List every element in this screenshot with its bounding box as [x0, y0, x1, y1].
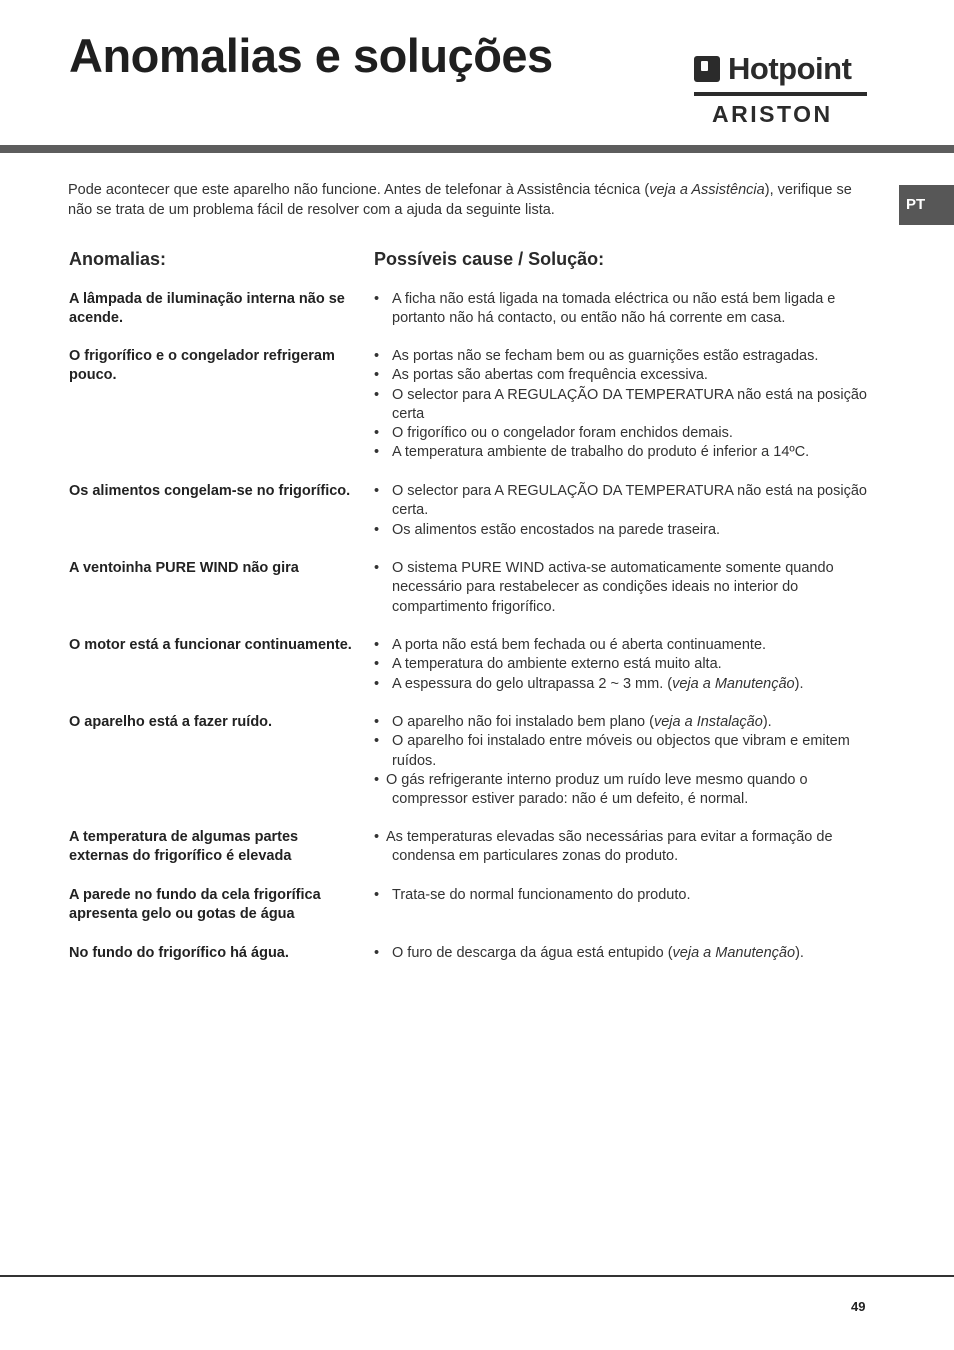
solution-list [374, 828, 874, 867]
solution-list [374, 290, 874, 329]
language-tab: PT [899, 185, 954, 225]
intro-paragraph: Pode acontecer que este aparelho não funcione. Antes de telefonar à Assistência técnica (veja a Assistência), verifique se não se trata de um problema fácil de resolver com a ajuda da seguinte lista. [68, 182, 852, 218]
page-number: 49 [851, 1299, 866, 1314]
solution-item: • O sistema PURE WIND activa-se automaticamente somente quando necessário para restabelecer as condições ideais no interior do compartimento frigorífico. [374, 559, 874, 617]
hotpoint-logo-icon [694, 56, 720, 82]
solution-item: • Os alimentos estão encostados na parede traseira. [374, 521, 874, 540]
anomaly-label: O frigorífico e o congelador refrigeram pouco. [69, 348, 335, 384]
solution-item: • As temperaturas elevadas são necessárias para evitar a formação de condensa em particulares zonas do produto. [374, 828, 874, 867]
solution-item: • A ficha não está ligada na tomada eléctrica ou não está bem ligada e portanto não há contacto, ou então não há corrente em casa. [374, 290, 874, 329]
solution-item: • A porta não está bem fechada ou é aberta continuamente. [374, 636, 874, 655]
solution-item: • O gás refrigerante interno produz um ruído leve mesmo quando o compressor estiver parado: não é um defeito, é normal. [374, 771, 874, 810]
solution-list [374, 713, 874, 809]
solution-item: • O frigorífico ou o congelador foram enchidos demais. [374, 424, 874, 443]
brand-logo [694, 52, 869, 128]
solution-item: • A temperatura do ambiente externo está muito alta. [374, 655, 874, 674]
solution-item: • As portas são abertas com frequência excessiva. [374, 366, 874, 385]
anomaly-label: A ventoinha PURE WIND não gira [69, 560, 299, 576]
header-band [0, 145, 954, 153]
solution-list [374, 636, 874, 694]
intro-reference: veja a Assistência [649, 182, 765, 198]
anomaly-label: A parede no fundo da cela frigorífica apresenta gelo ou gotas de água [69, 887, 321, 923]
solutions-heading: Possíveis cause / Solução: [374, 249, 605, 269]
solution-item: • As portas não se fecham bem ou as guarnições estão estragadas. [374, 347, 874, 366]
solution-list [374, 347, 874, 463]
solution-item: • O selector para A REGULAÇÃO DA TEMPERATURA não está na posição certa [374, 386, 874, 425]
solution-list [374, 944, 874, 963]
solution-item: • O aparelho foi instalado entre móveis ou objectos que vibram e emitem ruídos. [374, 732, 874, 771]
solution-list [374, 559, 874, 617]
logo-divider [694, 92, 867, 96]
footer-divider [0, 1275, 954, 1277]
logo-hotpoint-text: Hotpoint [728, 51, 852, 86]
solution-item: • A espessura do gelo ultrapassa 2 ~ 3 mm. (veja a Manutenção). [374, 675, 874, 694]
anomaly-label: O aparelho está a fazer ruído. [69, 714, 273, 730]
anomaly-label: A temperatura de algumas partes externas do frigorífico é elevada [69, 829, 299, 865]
solution-item: • Trata-se do normal funcionamento do produto. [374, 886, 874, 905]
page-title: Anomalias e soluções [69, 29, 553, 82]
solution-list [374, 886, 874, 905]
solution-item: • O furo de descarga da água está entupido (veja a Manutenção). [374, 944, 874, 963]
solution-item: • O selector para A REGULAÇÃO DA TEMPERATURA não está na posição certa. [374, 482, 874, 521]
anomaly-label: A lâmpada de iluminação interna não se acende. [69, 291, 345, 327]
anomalies-heading: Anomalias: [69, 249, 167, 269]
solution-list [374, 482, 874, 540]
cross-reference: veja a Instalação [653, 714, 763, 730]
anomaly-label: Os alimentos congelam-se no frigorífico. [69, 483, 351, 499]
solution-item: • A temperatura ambiente de trabalho do produto é inferior a 14ºC. [374, 443, 874, 462]
logo-ariston-text: ARISTON [712, 101, 833, 127]
cross-reference: veja a Manutenção [672, 945, 796, 961]
solution-item: • O aparelho não foi instalado bem plano (veja a Instalação). [374, 713, 874, 732]
cross-reference: veja a Manutenção [672, 675, 795, 692]
anomaly-label: O motor está a funcionar continuamente. [69, 637, 352, 653]
anomaly-label: No fundo do frigorífico há água. [69, 945, 289, 961]
